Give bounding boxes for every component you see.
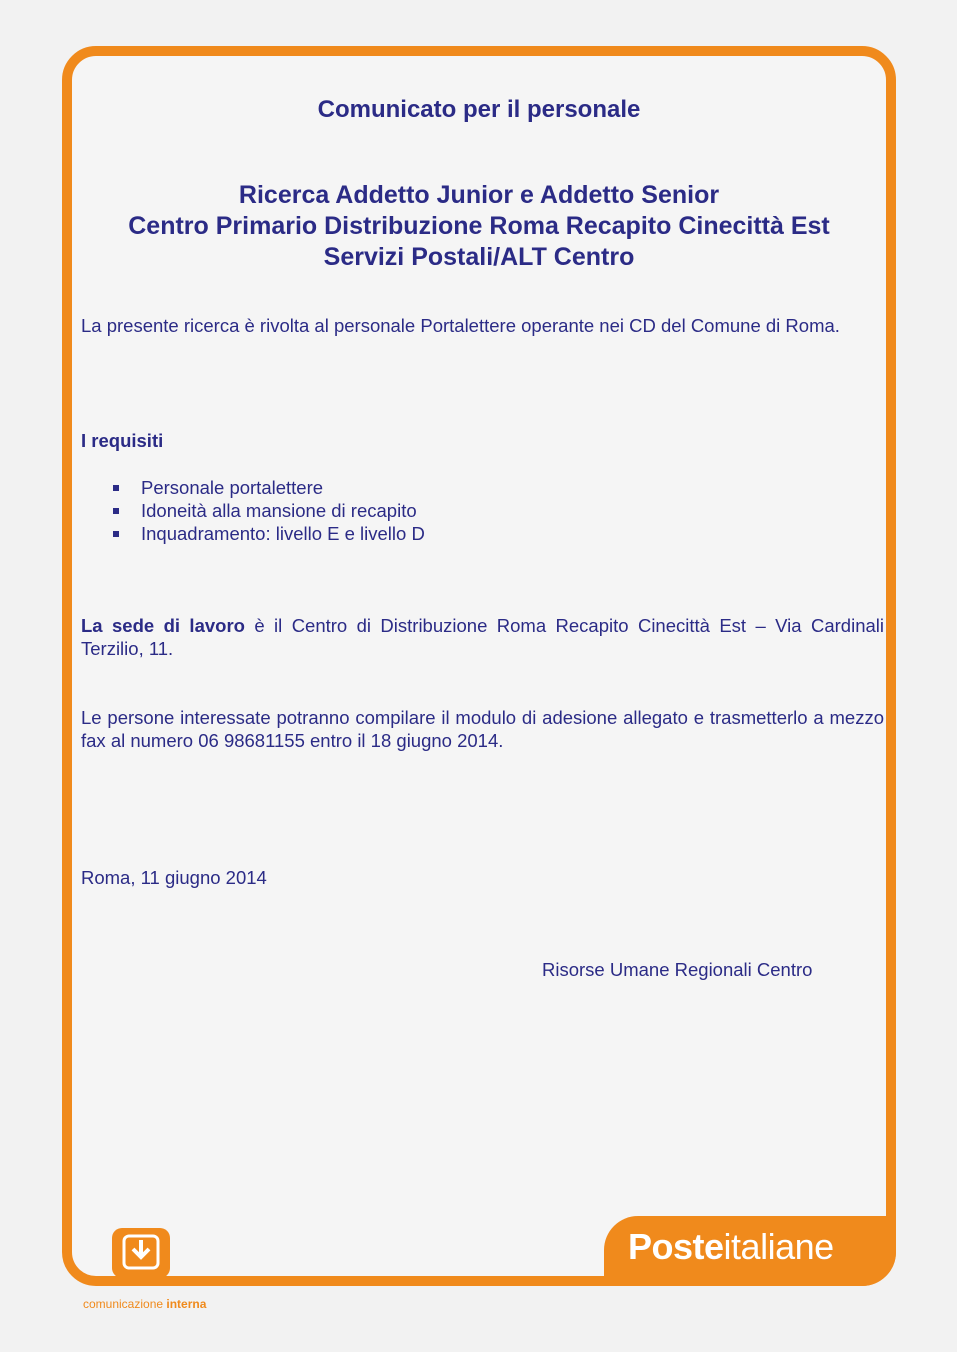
document-date: Roma, 11 giugno 2014: [81, 867, 267, 888]
requirements-list: [110, 476, 425, 545]
communication-label: [83, 1297, 206, 1311]
subtitle-line: Servizi Postali/ALT Centro: [323, 243, 635, 271]
workplace-label: La sede di lavoro: [81, 615, 245, 636]
intro-paragraph: La presente ricerca è rivolta al personale Portalettere operante nei CD del Comune di Roma.: [81, 315, 840, 336]
document-title: Comunicato per il personale: [317, 96, 641, 123]
requirements-heading: I requisiti: [81, 430, 164, 451]
workplace-paragraph: [81, 614, 884, 660]
document-subtitle: [62, 180, 896, 273]
communication-logo: [112, 1228, 170, 1278]
list-item: Inquadramento: livello E e livello D: [110, 522, 425, 545]
workplace-text: è il Centro di Distribuzione Roma Recapito Cinecittà Est – Via Cardinali Terzilio, 11.: [81, 615, 884, 659]
subtitle-line: Centro Primario Distribuzione Roma Recapito Cinecittà Est: [128, 212, 830, 240]
list-item: Personale portalettere: [110, 476, 425, 499]
comm-label-regular: comunicazione: [83, 1297, 167, 1311]
list-item: Idoneità alla mansione di recapito: [110, 499, 425, 522]
subtitle-line: Ricerca Addetto Junior e Addetto Senior: [238, 181, 720, 209]
brand-bold: Poste: [628, 1226, 724, 1267]
comm-label-bold: interna: [166, 1297, 207, 1311]
brand-logo: [628, 1226, 834, 1268]
signature: Risorse Umane Regionali Centro: [542, 959, 813, 980]
application-paragraph: Le persone interessate potranno compilare il modulo di adesione allegato e trasmetterlo a mezzo fax al numero 06 98681155 entro il 18 giugno 2014.: [81, 707, 884, 751]
down-arrow-icon: [112, 1228, 170, 1278]
brand-regular: italiane: [723, 1226, 834, 1267]
